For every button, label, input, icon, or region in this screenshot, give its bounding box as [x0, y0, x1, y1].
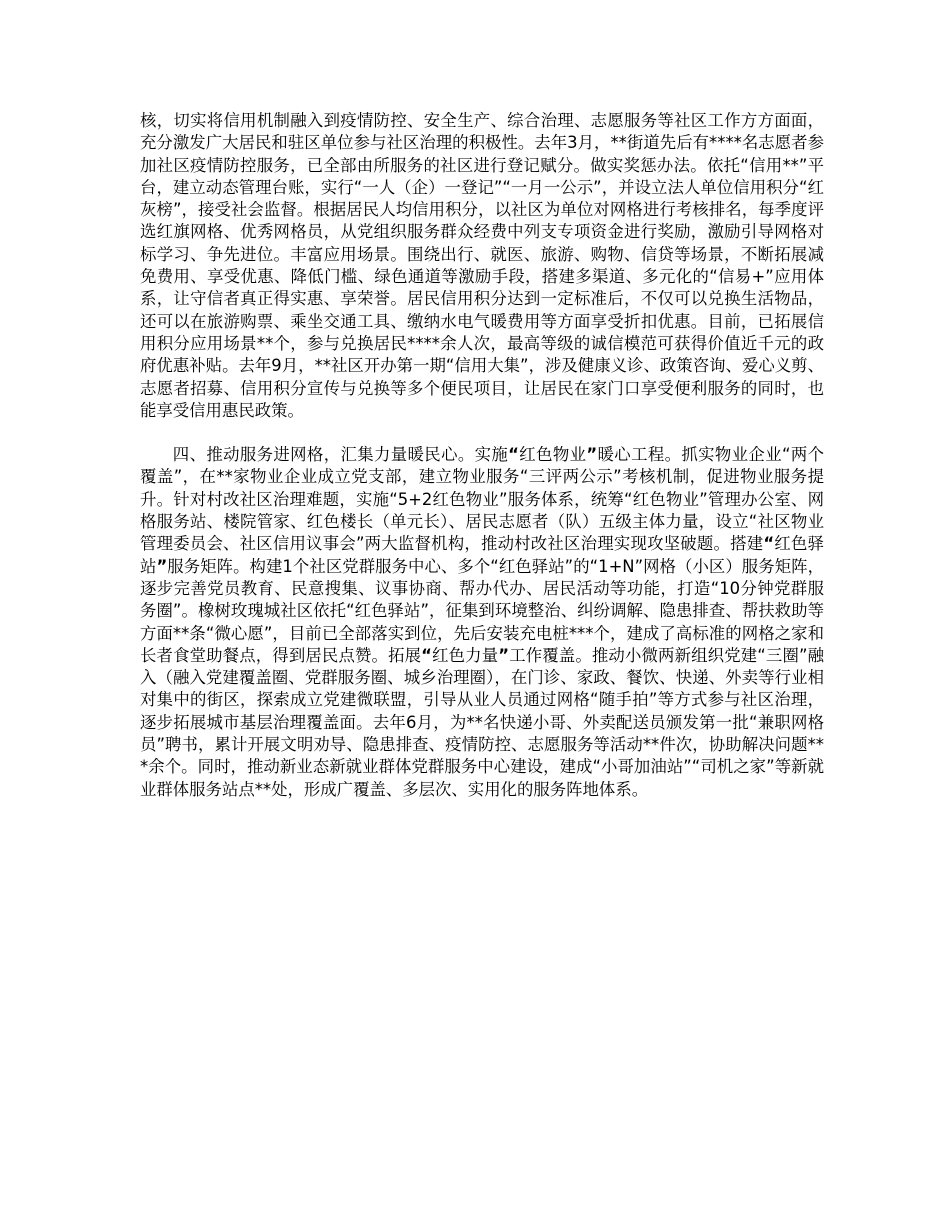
text-run: 红色驿站 [140, 534, 824, 576]
bold-quote-mark: ” [156, 556, 168, 576]
text-run: 红色物业 [518, 445, 587, 465]
document-page [140, 110, 824, 801]
text-run: 服务矩阵。构建1个社区党群服务中心、多个“红色驿站”的“1+N”网格（小区）服务矩阵，逐步完善党员教育、民意搜集、议事协商、帮办代办、居民活动等功能，打造“10分钟党群服务圈”。橡树玫瑰城社区依托“红色驿站”，征集到环境整治、纠纷调解、隐患排查、帮扶救助等方面**条“微心愿”，目前已全部落实到位，先后安装充电桩***个，建成了高标准的网格之家和长者食堂助餐点，得到居民点赞。拓展 [140, 556, 824, 665]
bold-quote-mark: “ [763, 534, 775, 554]
paragraph-service-grid [140, 444, 824, 801]
bold-quote-mark: “ [421, 645, 432, 665]
text-run: 工作覆盖。推动小微两新组织党建“三圈”融入（融入党建覆盖圈、党群服务圈、城乡治理圈），在门诊、家政、餐饮、快递、外卖等行业相对集中的街区，探索成立党建微联盟，引导从业人员通过网格“随手拍”等方式参与社区治理，逐步拓展城市基层治理覆盖面。去年6月，为**名快递小哥、外卖配送员颁发第一批“兼职网格员”聘书，累计开展文明劝导、隐患排查、疫情防控、志愿服务等活动**件次，协助解决问题***余个。同时，推动新业态新就业群体党群服务中心建设，建成“小哥加油站”“司机之家”等新就业群体服务站点**处，形成广覆盖、多层次、实用化的服务阵地体系。 [140, 645, 825, 799]
bold-quote-mark: “ [508, 445, 519, 465]
bold-quote-mark: ” [586, 445, 598, 465]
text-run: 四、推动服务进网格，汇集力量暖民心。实施 [172, 445, 509, 465]
text-run: 暖心工程。抓实物业企业“两个覆盖”，在**家物业企业成立党支部，建立物业服务“三评两公示”考核机制，促进物业服务提升。针对村改社区治理难题，实施“5+2红色物业”服务体系，统筹“红色物业”管理办公室、网格服务站、楼院管家、红色楼长（单元长）、居民志愿者（队）五级主体力量，设立“社区物业管理委员会、社区信用议事会”两大监督机构，推动村改社区治理实现攻坚破题。搭建 [140, 445, 824, 554]
text-run: 红色力量 [431, 645, 499, 665]
text-run: 核，切实将信用机制融入到疫情防控、安全生产、综合治理、志愿服务等社区工作方方面面，充分激发广大居民和驻区单位参与社区治理的积极性。去年3月，**街道先后有****名志愿者参加社区疫情防控服务，已全部由所服务的社区进行登记赋分。做实奖惩办法。依托“信用**”平台，建立动态管理台账，实行“一人（企）一登记”“一月一公示”，并设立法人单位信用积分“红灰榜”，接受社会监督。根据居民人均信用积分，以社区为单位对网格进行考核排名，每季度评选红旗网格、优秀网格员，从党组织服务群众经费中列支专项资金进行奖励，激励引导网格对标学习、争先进位。丰富应用场景。围绕出行、就医、旅游、购物、信贷等场景，不断拓展减免费用、享受优惠、降低门槛、绿色通道等激励手段，搭建多渠道、多元化的“信易+”应用体系，让守信者真正得实惠、享荣誉。居民信用积分达到一定标准后，不仅可以兑换生活物品，还可以在旅游购票、乘坐交通工具、缴纳水电气暖费用等方面享受折扣优惠。目前，已拓展信用积分应用场景**个，参与兑换居民****余人次，最高等级的诚信模范可获得价值近千元的政府优惠补贴。去年9月，**社区开办第一期“信用大集”，涉及健康义诊、政策咨询、爱心义剪、志愿者招募、信用积分宣传与兑换等多个便民项目，让居民在家门口享受便利服务的同时，也能享受信用惠民政策。 [140, 111, 824, 420]
paragraph-credit-mechanism [140, 110, 824, 422]
bold-quote-mark: ” [498, 645, 510, 665]
